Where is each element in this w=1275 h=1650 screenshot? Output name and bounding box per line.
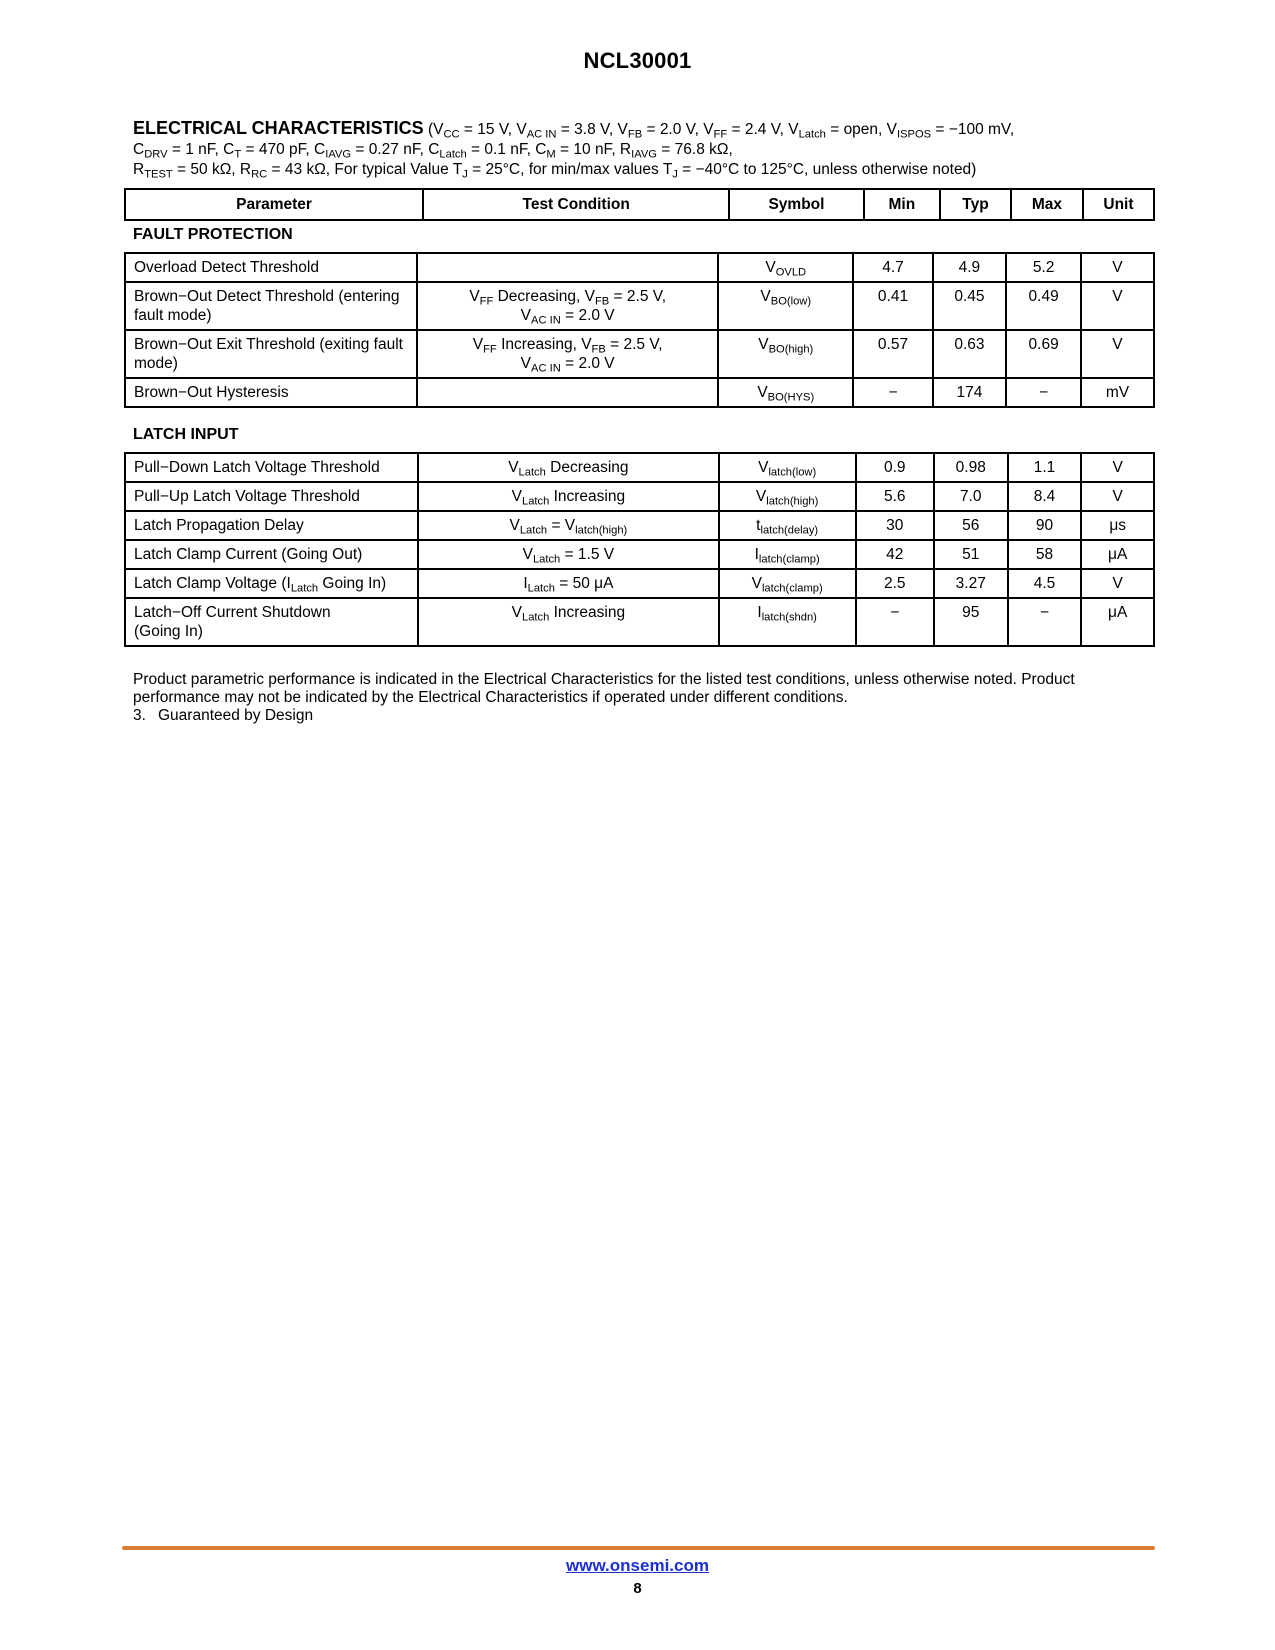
cond-vlatch: open — [843, 121, 879, 138]
table-row — [125, 330, 1154, 378]
cell-typ: 0.63 — [933, 330, 1007, 378]
cond-vacin: 3.8 V — [574, 121, 609, 138]
cell-test-condition: $V_{Latch} = V_{latch(high)}$ — [418, 511, 719, 540]
table-row — [125, 453, 1154, 482]
cell-parameter: Pull−Down Latch Voltage Threshold — [125, 453, 418, 482]
cell-unit: V — [1081, 453, 1154, 482]
cell-symbol: $I_{latch(shdn)}$ — [719, 598, 856, 646]
header-typ: Typ — [940, 189, 1011, 220]
cell-symbol: $V_{OVLD}$ — [718, 253, 853, 282]
cell-symbol: $V_{latch(clamp)}$ — [719, 569, 856, 598]
page-number: 8 — [633, 1580, 642, 1597]
table-row — [125, 482, 1154, 511]
cond-tj-typ-text: For typical Value T — [334, 161, 463, 178]
cell-test-condition: $I_{Latch} = 50$ μA — [418, 569, 719, 598]
cond-ciavg: 0.27 nF — [368, 141, 420, 158]
header-max: Max — [1011, 189, 1083, 220]
section-label: ELECTRICAL CHARACTERISTICS — [133, 118, 424, 138]
cell-parameter: Latch−Off Current Shutdown (Going In) — [125, 598, 418, 646]
cell-min: 4.7 — [853, 253, 932, 282]
cond-ct: 470 pF — [258, 141, 306, 158]
cell-min: 30 — [856, 511, 934, 540]
table-row — [125, 569, 1154, 598]
cell-parameter: Latch Propagation Delay — [125, 511, 418, 540]
cell-min: − — [853, 378, 932, 407]
cell-symbol: $I_{latch(clamp)}$ — [719, 540, 856, 569]
cell-unit: V — [1081, 482, 1154, 511]
cell-symbol: $V_{BO(HYS)}$ — [718, 378, 853, 407]
cell-typ: 174 — [933, 378, 1007, 407]
table-header — [124, 188, 1155, 221]
cell-parameter: Brown−Out Detect Threshold (entering fault mode) — [125, 282, 417, 330]
cell-min: − — [856, 598, 934, 646]
cell-unit: mV — [1081, 378, 1154, 407]
header-symbol: Symbol — [729, 189, 863, 220]
cell-unit: V — [1081, 282, 1154, 330]
table-latch-input — [124, 452, 1155, 647]
footnote-text: Guaranteed by Design — [158, 707, 314, 724]
cond-tj-typ: 25°C — [485, 161, 521, 178]
section-title-fault-protection: FAULT PROTECTION — [133, 226, 293, 243]
cond-tj-range-text: for min/max values T — [528, 161, 673, 178]
footnote-number: 3. — [133, 707, 146, 724]
cell-typ: 4.9 — [933, 253, 1007, 282]
cond-vff: 2.4 V — [744, 121, 780, 138]
section-title-latch-input: LATCH INPUT — [133, 426, 239, 443]
cell-test-condition: $V_{Latch}$ Increasing — [418, 598, 719, 646]
cell-symbol: $V_{latch(low)}$ — [719, 453, 856, 482]
table-row — [125, 511, 1154, 540]
cell-parameter: Brown−Out Hysteresis — [125, 378, 417, 407]
document-title: NCL30001 — [583, 48, 692, 73]
table-row — [125, 598, 1154, 646]
cell-symbol: $V_{latch(high)}$ — [719, 482, 856, 511]
table-fault-protection — [124, 252, 1155, 408]
cell-max: − — [1008, 598, 1082, 646]
cell-max: 8.4 — [1008, 482, 1082, 511]
cell-unit: μA — [1081, 540, 1154, 569]
cond-riavg: 76.8 kΩ — [674, 141, 729, 158]
cell-test-condition: $V_{Latch}$ Increasing — [418, 482, 719, 511]
cell-typ: 56 — [934, 511, 1008, 540]
table-row — [125, 378, 1154, 407]
cell-test-condition — [417, 378, 718, 407]
cond-rtest: 50 kΩ — [190, 161, 232, 178]
cell-min: 42 — [856, 540, 934, 569]
cond-rrc: 43 kΩ — [284, 161, 326, 178]
cell-parameter: Pull−Up Latch Voltage Threshold — [125, 482, 418, 511]
header-parameter: Parameter — [125, 189, 423, 220]
cell-max: 4.5 — [1008, 569, 1082, 598]
cond-vcc: 15 V — [477, 121, 508, 138]
cell-typ: 95 — [934, 598, 1008, 646]
cell-min: 0.41 — [853, 282, 932, 330]
cell-typ: 0.98 — [934, 453, 1008, 482]
cell-parameter: Overload Detect Threshold — [125, 253, 417, 282]
cell-typ: 7.0 — [934, 482, 1008, 511]
cell-test-condition: $V_{FF}$ Decreasing, $V_{FB} = 2.5$ V, $V_{AC IN} = 2.0$ V — [417, 282, 718, 330]
header-min: Min — [864, 189, 940, 220]
cell-min: 5.6 — [856, 482, 934, 511]
cell-unit: μs — [1081, 511, 1154, 540]
disclaimer-text: Product parametric performance is indicated in the Electrical Characteristics for the listed test conditions, unless otherwise noted. Product performance may not be indicated by the Electrical Characteristics if operated under different conditions. — [133, 671, 1075, 706]
header-test-condition: Test Condition — [423, 189, 729, 220]
cell-min: 2.5 — [856, 569, 934, 598]
cell-unit: V — [1081, 569, 1154, 598]
cell-test-condition: $V_{Latch} = 1.5$ V — [418, 540, 719, 569]
cell-min: 0.57 — [853, 330, 932, 378]
cell-max: 1.1 — [1008, 453, 1082, 482]
website-link[interactable]: www.onsemi.com — [566, 1556, 709, 1575]
table-row — [125, 282, 1154, 330]
cell-parameter: Latch Clamp Voltage ($I_{Latch}$ Going In) — [125, 569, 418, 598]
header-unit: Unit — [1083, 189, 1154, 220]
cond-tj-range: −40°C to 125°C, unless otherwise noted) — [695, 161, 977, 178]
cell-parameter: Latch Clamp Current (Going Out) — [125, 540, 418, 569]
cell-typ: 3.27 — [934, 569, 1008, 598]
cell-test-condition: $V_{FF}$ Increasing, $V_{FB} = 2.5$ V, $V_{AC IN} = 2.0$ V — [417, 330, 718, 378]
cond-cdrv: 1 nF — [185, 141, 215, 158]
cell-max: 90 — [1008, 511, 1082, 540]
cell-min: 0.9 — [856, 453, 934, 482]
table-row — [125, 540, 1154, 569]
footnote-3 — [133, 707, 1153, 725]
cell-max: 5.2 — [1006, 253, 1081, 282]
footer-divider — [122, 1546, 1155, 1550]
cell-typ: 51 — [934, 540, 1008, 569]
cell-symbol: $V_{BO(high)}$ — [718, 330, 853, 378]
cond-clatch: 0.1 nF — [484, 141, 527, 158]
cond-vfb: 2.0 V — [659, 121, 695, 138]
cond-vispos: −100 mV — [948, 121, 1010, 138]
cell-typ: 0.45 — [933, 282, 1007, 330]
cond-cm: 10 nF — [573, 141, 612, 158]
cell-symbol: $t_{latch(delay)}$ — [719, 511, 856, 540]
cell-unit: μA — [1081, 598, 1154, 646]
cell-test-condition — [417, 253, 718, 282]
cell-unit: V — [1081, 330, 1154, 378]
table-row — [125, 253, 1154, 282]
cell-max: 0.69 — [1006, 330, 1081, 378]
cell-symbol: $V_{BO(low)}$ — [718, 282, 853, 330]
test-conditions: ELECTRICAL CHARACTERISTICS ($V_{CC} = 15$ V, $V_{AC IN} = 3.8$ V, $V_{FB} = 2.0$ V, $V_{FF} = 2.4$ V, $V_{Latch}$ = open, $V_{ISPOS} = -100$ mV, $C_{DRV} = 1$ nF, $C_T = 470$ pF, $C_{IAVG} = 0.27$ nF, $C_{Latch} = 0.1$ nF, $C_M = 10$ nF, $R_{IAVG} = 76.8$ kΩ, $R_{TEST} = 50$ kΩ, $R_{RC} = 43$ kΩ, For typical Value $T_J = 25^\circ C$, for min/max values $T_J = -40^\circ C$ to 125°C, unless otherwise noted) — [133, 118, 1015, 181]
cell-unit: V — [1081, 253, 1154, 282]
footnotes — [133, 671, 1153, 725]
cell-max: − — [1006, 378, 1081, 407]
cell-parameter: Brown−Out Exit Threshold (exiting fault mode) — [125, 330, 417, 378]
cell-max: 58 — [1008, 540, 1082, 569]
table-header-row — [125, 189, 1154, 220]
cell-max: 0.49 — [1006, 282, 1081, 330]
cell-test-condition: $V_{Latch}$ Decreasing — [418, 453, 719, 482]
